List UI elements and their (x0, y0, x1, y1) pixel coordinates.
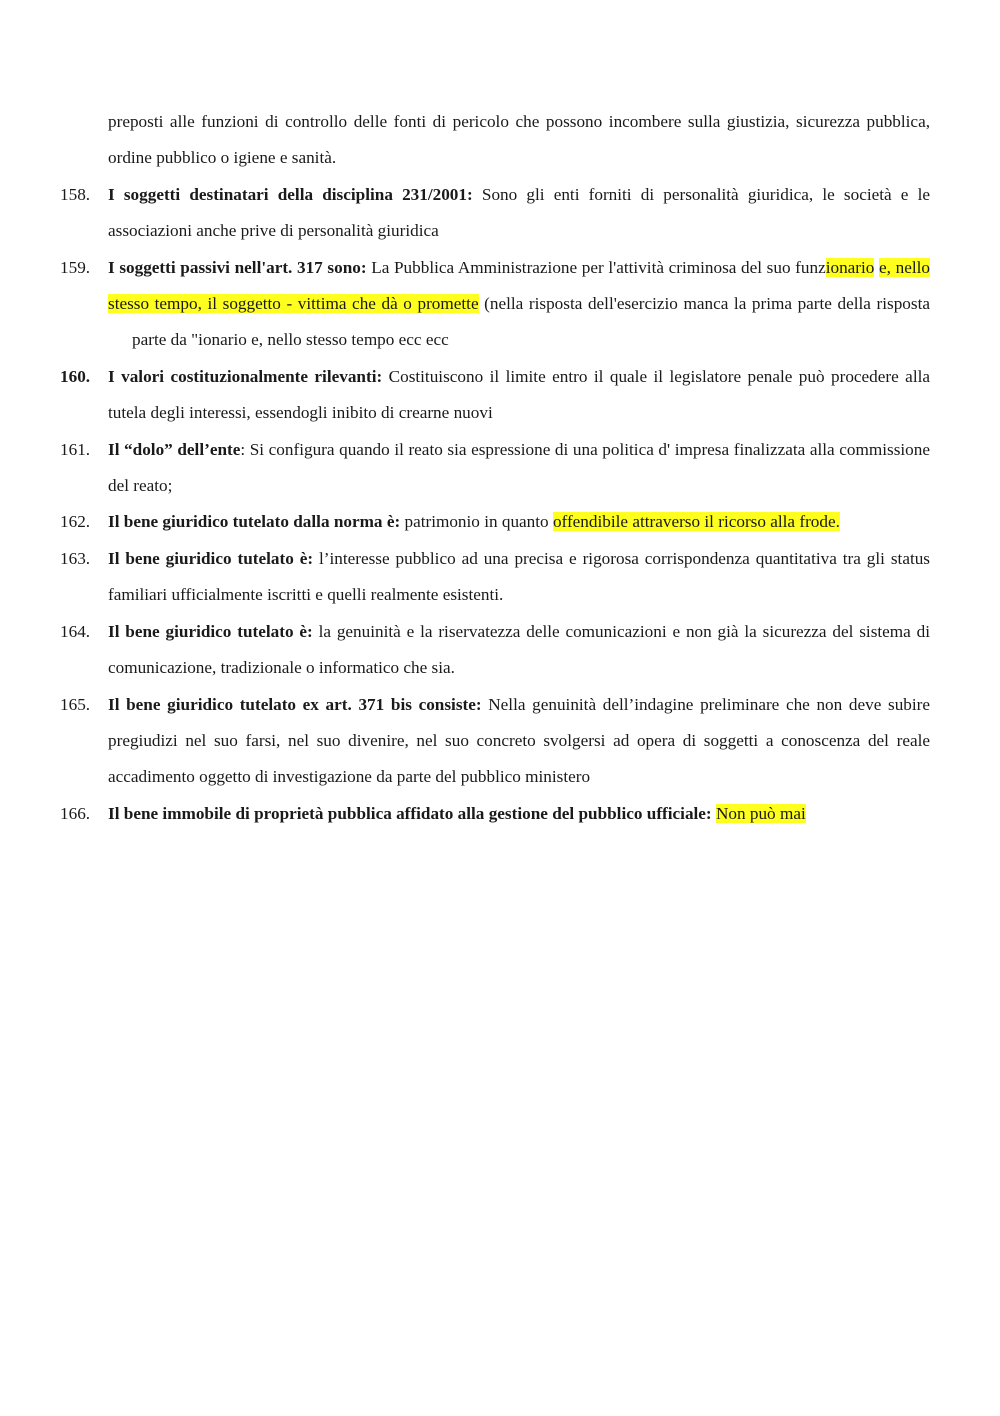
item-text: Sono gli enti forniti di personalità giuridica, le società e le associazioni anche prive di personalità giuridica (108, 184, 930, 241)
item-number: 159. (60, 257, 91, 277)
continuation-paragraph: preposti alle funzioni di controllo delle fonti di pericolo che possono incombere sulla giustizia, sicurezza pubblica, ordine pubblico o igiene e sanità. (108, 112, 930, 168)
item-text: la genuinità e la riservatezza delle comunicazioni e non già la sicurezza del sistema di comunicazione, tradizionale o informatico che sia. (108, 621, 930, 678)
item-text: La Pubblica Amministrazione per l'attività criminosa del suo funz (366, 257, 826, 277)
item-number: 165. (60, 694, 91, 714)
item-body (108, 250, 930, 359)
list-item-166 (60, 796, 930, 832)
item-number: 160. (60, 366, 91, 386)
item-text: Nella genuinità dell’indagine preliminare che non deve subire pregiudizi nel suo farsi, nel suo divenire, nel suo concreto svolgersi ad opera di soggetti a conoscenza del reale accadimento oggetto di investigazione da parte del pubblico ministero (108, 694, 931, 787)
item-lead: I soggetti passivi nell'art. 317 sono: (108, 257, 367, 277)
item-lead: I valori costituzionalmente rilevanti: (108, 366, 383, 386)
item-number: 158. (60, 184, 91, 204)
item-body (108, 432, 930, 505)
list-item-158 (60, 177, 930, 250)
list-item-162 (60, 504, 930, 540)
item-body (108, 796, 930, 832)
item-text: parte da "ionario e, nello stesso tempo ecc ecc (132, 330, 449, 350)
item-text: Costituiscono il limite entro il quale il legislatore penale può procedere alla tutela degli interessi, essendogli inibito di crearne nuovi (108, 366, 930, 423)
item-lead: Il bene immobile di proprietà pubblica affidato alla gestione del pubblico ufficiale: (108, 803, 712, 823)
item-number: 166. (60, 803, 91, 823)
document-body (60, 104, 930, 832)
list-item-159 (60, 250, 930, 359)
highlighted-text: offendibile attraverso il ricorso alla frode. (552, 512, 840, 532)
item-lead: I soggetti destinatari della disciplina 231/2001: (108, 184, 473, 204)
item-body (108, 177, 930, 250)
list-item-164 (60, 614, 930, 687)
item-number: 164. (60, 621, 91, 641)
highlighted-text: ionario (825, 257, 875, 277)
item-number: 162. (60, 512, 91, 532)
item-body (108, 614, 930, 687)
item-text: l’interesse pubblico ad una precisa e rigorosa corrispondenza quantitativa tra gli status familiari ufficialmente iscritti e quelli realmente esistenti. (108, 548, 930, 605)
item-number: 161. (60, 439, 91, 459)
item-text: patrimonio in quanto (400, 512, 553, 532)
highlighted-text: Non può mai (715, 803, 806, 823)
list-item-163 (60, 541, 930, 614)
item-lead: Il bene giuridico tutelato è: (108, 548, 314, 568)
item-lead: Il bene giuridico tutelato dalla norma è: (108, 512, 401, 532)
item-lead: Il bene giuridico tutelato è: (108, 621, 313, 641)
list-item-161 (60, 432, 930, 505)
item-body (108, 687, 930, 796)
item-lead: Il “dolo” dell’ente (108, 439, 241, 459)
item-number: 163. (60, 548, 91, 568)
item-body (108, 541, 930, 614)
item-text: : Si configura quando il reato sia espressione di una politica d' impresa finalizzata alla commissione del reato; (108, 439, 930, 496)
list-item-160 (60, 359, 930, 432)
item-body (108, 504, 930, 540)
list-item-165 (60, 687, 930, 796)
item-lead: Il bene giuridico tutelato ex art. 371 bis consiste: (108, 694, 482, 714)
highlighted-text: e, nello stesso tempo, il soggetto - vittima che dà o promette (108, 257, 930, 314)
item-text: (nella risposta dell'esercizio manca la prima parte della risposta (478, 294, 930, 314)
item-body (108, 359, 930, 432)
